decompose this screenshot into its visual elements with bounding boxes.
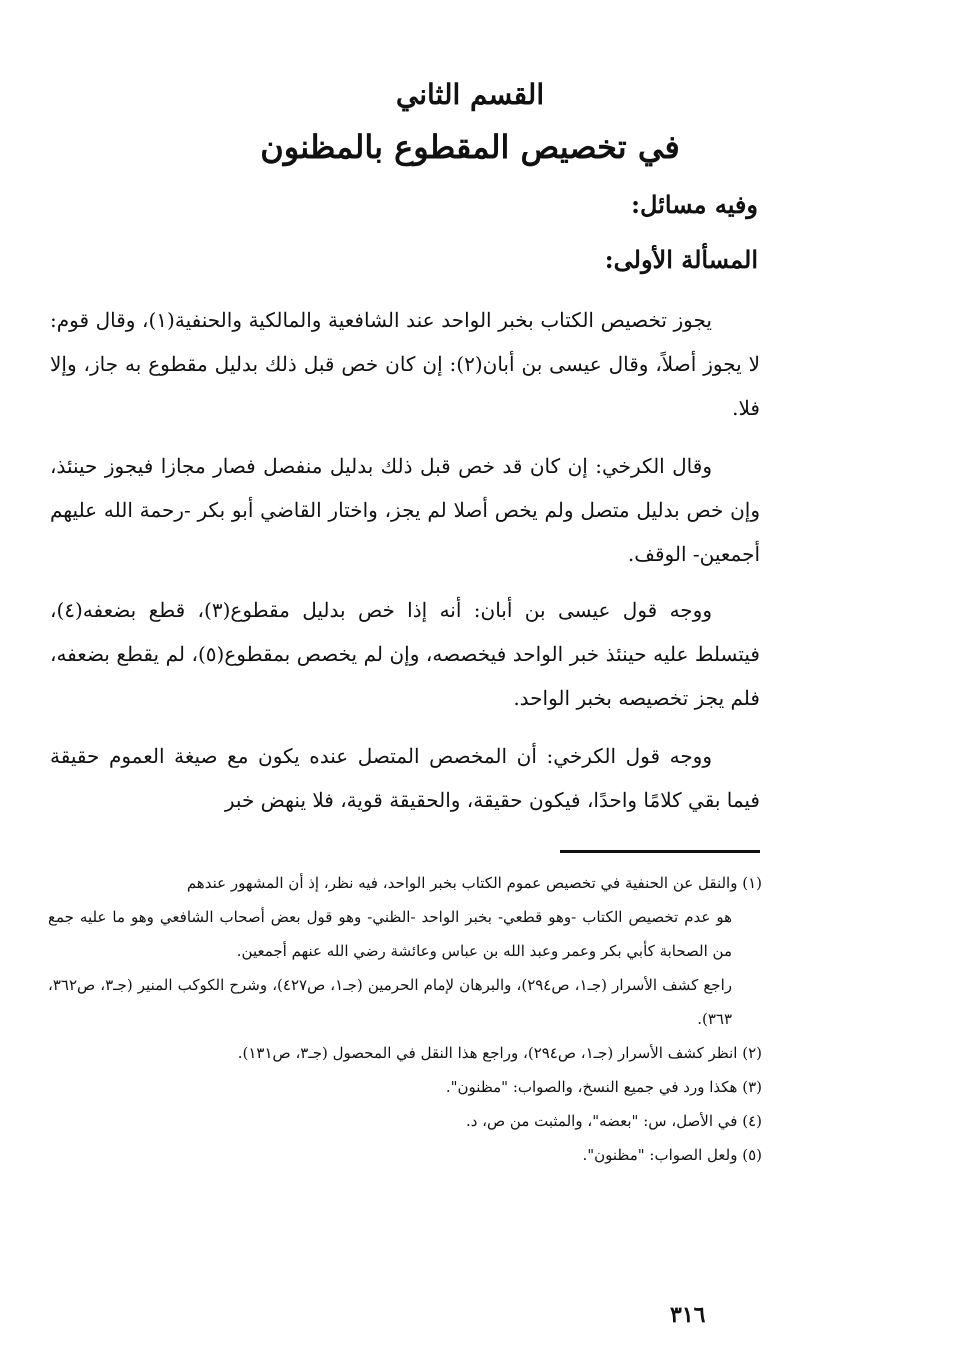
footnote-1-references: [48, 968, 762, 1036]
paragraph-3: [50, 588, 760, 720]
footnote-3: (٣) هكذا ورد في جميع النسخ، والصواب: "مظنون".: [445, 1078, 762, 1096]
paragraph-1: [50, 298, 760, 430]
paragraph-4: [50, 734, 760, 822]
footnote-1-ref-text: راجع كشف الأسرار (جـ١، ص٢٩٤)، والبرهان لإمام الحرمين (جـ١، ص٤٢٧)، وشرح الكوكب المنير (جـ٣، ص٣٦٢، ٣٦٣).: [48, 976, 732, 1028]
intro-heading: وفيه مسائل:: [631, 190, 758, 219]
footnote-1-text: هو عدم تخصيص الكتاب -وهو قطعي- بخبر الواحد -الظني- وهو قول بعض أصحاب الشافعي وهو ما عليه جمع من الصحابة كأبي بكر وعمر وعبد الله بن عباس وعائشة رضي الله عنهم أجمعين.: [48, 908, 732, 960]
page-number: ٣١٦: [670, 1302, 706, 1328]
footnotes: [48, 866, 762, 1172]
section-subtitle: في تخصيص المقطوع بالمظنون: [260, 128, 680, 166]
paragraph-4-text: ووجه قول الكرخي: أن المخصص المتصل عنده يكون مع صيغة العموم حقيقة فيما بقي كلامًا واحدًا، فيكون حقيقة، والحقيقة قوية، فلا ينهض خبر: [50, 744, 760, 812]
issue-heading: المسألة الأولى:: [604, 245, 758, 274]
footnote-1-continuation: [48, 900, 762, 968]
footnote-1: [48, 866, 762, 900]
section-title: القسم الثاني: [395, 78, 545, 111]
footnote-1-line1: (١) والنقل عن الحنفية في تخصيص عموم الكتاب بخبر الواحد، فيه نظر، إذ أن المشهور عندهم: [186, 874, 762, 892]
footnote-separator: [560, 850, 760, 853]
footnote-2: (٢) انظر كشف الأسرار (جـ١، ص٢٩٤)، وراجع هذا النقل في المحصول (جـ٣، ص١٣١).: [237, 1044, 762, 1062]
paragraph-3-text: ووجه قول عيسى بن أبان: أنه إذا خص بدليل مقطوع(٣)، قطع بضعفه(٤)، فيتسلط عليه حينئذ خبر الواحد فيخصصه، وإن لم يخصص بمقطوع(٥)، لم يقطع بضعفه، فلم يجز تخصيصه بخبر الواحد.: [50, 598, 760, 710]
paragraph-2: [50, 444, 760, 576]
footnote-5: (٥) ولعل الصواب: "مظنون".: [582, 1146, 762, 1164]
paragraph-2-text: وقال الكرخي: إن كان قد خص قبل ذلك بدليل منفصل فصار مجازا فيجوز حينئذ، وإن خص بدليل متصل ولم يخص أصلا لم يجز، واختار القاضي أبو بكر -رحمة الله عليهم أجمعين- الوقف.: [50, 454, 760, 566]
footnote-4: (٤) في الأصل، س: "بعضه"، والمثبت من ص، د.: [465, 1112, 762, 1130]
paragraph-1-text: يجوز تخصيص الكتاب بخبر الواحد عند الشافعية والمالكية والحنفية(١)، وقال قوم: لا يجوز أصلاً، وقال عيسى بن أبان(٢): إن كان خص قبل ذلك بدليل مقطوع به جاز، وإلا فلا.: [50, 308, 760, 420]
